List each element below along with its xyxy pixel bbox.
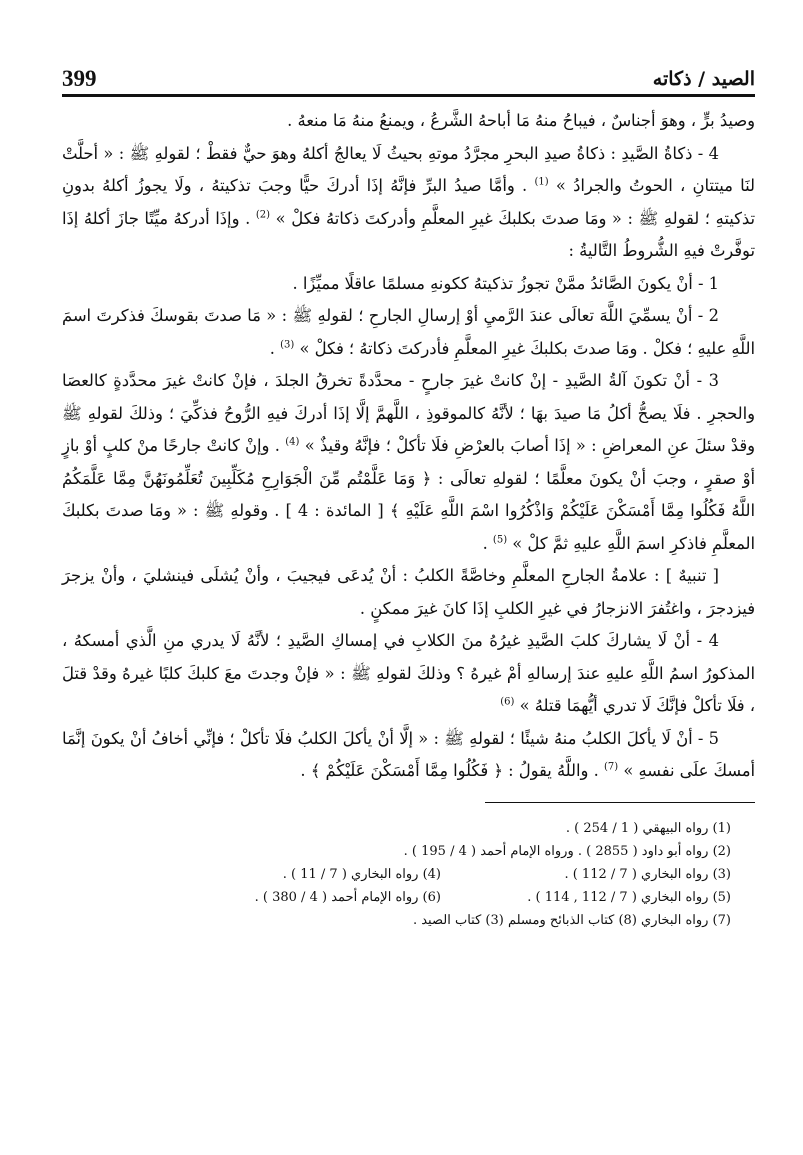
footnote-ref: (2) bbox=[255, 209, 271, 221]
footnote-ref: (7) bbox=[603, 761, 619, 773]
paragraph: 1 - أنْ يكونَ الصَّائدُ ممَّنْ تجوزُ تذكيتهُ ككونهِ مسلمًا عاقلًا مميِّزًا . bbox=[292, 273, 719, 293]
note-paragraph: [ تنبيهٌ ] : علامةُ الجارحِ المعلَّمِ وخاصَّةً الكلبُ : أنْ يُدعَى فيجيبَ ، وأنْ يُشلَى فينشليَ ، وأنْ يزجرَ فيزدجرَ ، واغتُفرَ الانزجارُ في غيرِ الكلبِ إذَا كانَ غيرَ ممكنٍ . bbox=[62, 566, 755, 618]
chapter-title: الصيد / ذكاته bbox=[652, 68, 755, 90]
paragraph: 2 - أنْ يسمِّيَ اللَّهَ تعالَى عندَ الرَّميِ أوْ إرسالِ الجارحِ ؛ لقولهِ ﷺ : « مَا صدتَ بقوسكَ فذكرتَ اسمَ اللَّهِ عليهِ ؛ فكلْ . ومَا صدتَ بكلبكَ غيرِ المعلَّمِ فأدركتَ ذكاتهُ ؛ فكلْ » $^{(3)}$ . bbox=[62, 306, 755, 358]
main-text bbox=[62, 105, 755, 788]
footnote: (4) رواه البخاري ( 7 / 11 ) . bbox=[282, 866, 441, 882]
book-page bbox=[62, 56, 755, 1155]
footnote-ref: (6) bbox=[500, 696, 515, 708]
footnote: (7) رواه البخاري (8) كتاب الذبائح ومسلم (3) كتاب الصيد . bbox=[412, 912, 731, 928]
footnotes bbox=[62, 817, 755, 932]
paragraph: 5 - أنْ لَا يأكلَ الكلبُ منهُ شيئًا ؛ لقولهِ ﷺ : « إلَّا أنْ يأكلَ الكلبُ فلَا تأكلْ ؛ فإنِّي أخافُ أنْ يكونَ إنَّمَا أمسكَ علَى نفسهِ » $^{(7)}$ . واللَّهُ يقولُ : ﴿ فَكُلُوا مِمَّا أَمْسَكْنَ عَلَيْكُمْ ﴾ . bbox=[62, 728, 755, 780]
footnote: (3) رواه البخاري ( 7 / 112 ) . bbox=[564, 866, 731, 882]
page-number: 399 bbox=[62, 66, 97, 91]
footnote-divider bbox=[485, 802, 755, 803]
paragraph: وصيدُ برٍّ ، وهوَ أجناسٌ ، فيباحُ منهُ مَا أباحهُ الشَّرعُ ، ويمنعُ منهُ مَا منعهُ . bbox=[287, 111, 755, 130]
running-header bbox=[62, 56, 755, 97]
footnote: (2) رواه أبو داود ( 2855 ) . ورواه الإمام أحمد ( 4 / 195 ) . bbox=[403, 843, 731, 859]
footnote: (6) رواه الإمام أحمد ( 4 / 380 ) . bbox=[254, 889, 441, 905]
footnote: (1) رواه البيهقي ( 1 / 254 ) . bbox=[565, 820, 731, 836]
footnote-ref: (1) bbox=[534, 176, 549, 188]
paragraph: 4 - أنْ لَا يشاركَ كلبَ الصَّيدِ غيرُهُ منَ الكلابِ في إمساكِ الصَّيدِ ؛ لأنَّهُ لَا يدري منِ الَّذي أمسكهُ ، المذكورُ اسمُ اللَّهِ عليهِ عندَ إرسالهِ أمْ غيرهُ ؟ وذلكَ لقولهِ ﷺ : « فإنْ وجدتَ معَ كلبكَ كلبًا غيرهُ وقدْ قتلَ ، فلَا تأكلْ فإنَّكَ لَا تدري أيُّهمَا قتلهُ » $^{(6)}$ bbox=[62, 631, 755, 715]
footnote-ref: (4) bbox=[285, 436, 300, 448]
paragraph: 3 - أنْ تكونَ آلةُ الصَّيدِ - إنْ كانتْ غيرَ جارحٍ - محدَّدةً تخرقُ الجلدَ ، فإنْ كانتْ غيرَ محدَّدةٍ كالعصَا والحجرِ . فلَا يصحُّ أكلُ مَا صيدَ بهَا ؛ لأنَّهُ كالموقوذِ ، اللَّهمَّ إلَّا إذَا أدركَ فيهِ الرُّوحُ فذكِّيَ ؛ وذلكَ لقولهِ ﷺ وقدْ سئلَ عنِ المعراضِ : « إذَا أصابَ بالعرْضِ فلَا تأكلْ ؛ فإنَّهُ وقيذٌ » $^{(4)}$ . وإنْ كانتْ جارحًا منْ كلبٍ أوْ بازٍ أوْ صقرٍ ، وجبَ أنْ يكونَ معلَّمًا ؛ لقولهِ تعالَى : ﴿ وَمَا عَلَّمْتُم مِّنَ الْجَوَارِحِ مُكَلِّبِينَ تُعَلِّمُونَهُنَّ مِمَّا عَلَّمَكُمُ اللَّهُ فَكُلُوا مِمَّا أَمْسَكْنَ عَلَيْكُمْ وَاذْكُرُوا اسْمَ اللَّهِ عَلَيْهِ ﴾ [ المائدة : 4 ] . وقولهِ ﷺ : « ومَا صدتَ بكلبكَ المعلَّمِ فاذكرِ اسمَ اللَّهِ عليهِ ثمَّ كلْ » $^{(5)}$ . bbox=[62, 371, 755, 553]
paragraph: 4 - ذكاةُ الصَّيدِ : ذكاةُ صيدِ البحرِ مجرَّدُ موتهِ بحيثُ لَا يعالجُ أكلهُ وهوَ حيٌّ فقطْ ؛ لقولهِ ﷺ : « أحلَّتْ لنَا ميتتانِ ، الحوتُ والجرادُ » $^{(1)}$ . وأمَّا صيدُ البرِّ فإنَّهُ إذَا أدركَ حيًّا وجبَ تذكيتهُ ، ولَا يجوزُ أكلهُ بدونِ تذكيتهِ ؛ لقولهِ ﷺ : « ومَا صدتَ بكلبكَ غيرِ المعلَّمِ وأدركتَ ذكاتهُ فكلْ » $^{(2)}$ . وإذَا أدركهُ ميِّتًا جازَ أكلهُ إذَا توفَّرتْ فيهِ الشُّروطُ التَّاليةُ : bbox=[62, 143, 755, 260]
footnote: (5) رواه البخاري ( 7 / 112 , 114 ) . bbox=[527, 889, 731, 905]
footnote-ref: (3) bbox=[280, 339, 295, 351]
footnote-ref: (5) bbox=[492, 534, 508, 546]
